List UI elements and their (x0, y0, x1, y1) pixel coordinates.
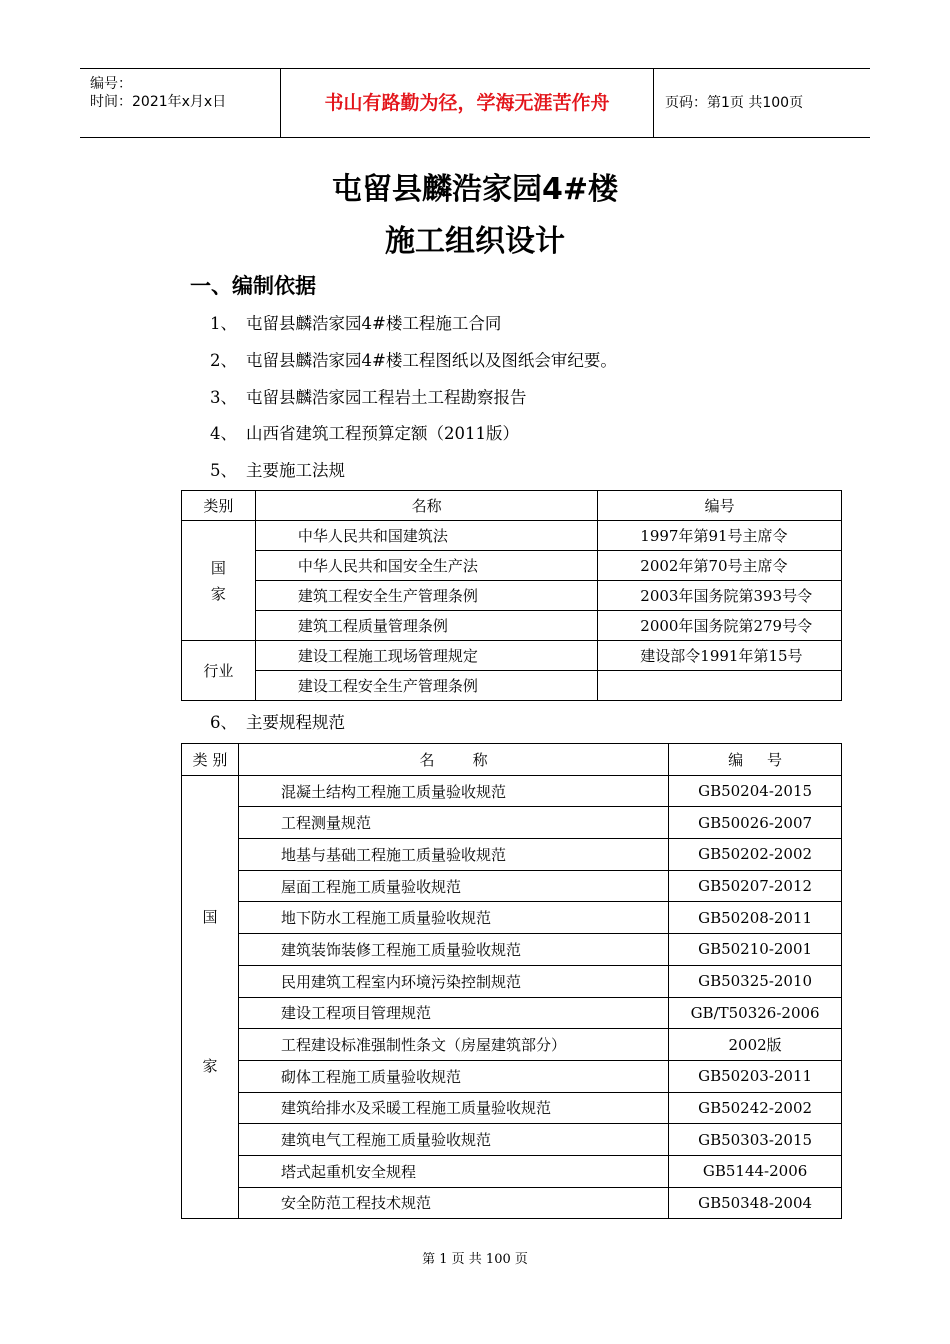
standards-table (181, 743, 842, 1219)
standard-name: 民用建筑工程室内环境污染控制规范 (238, 965, 668, 997)
table-row (182, 775, 842, 807)
standard-name: 地下防水工程施工质量验收规范 (238, 902, 668, 934)
list-item (210, 384, 527, 408)
standard-name: 屋面工程施工质量验收规范 (238, 870, 668, 902)
table-row (182, 997, 842, 1029)
law-code: 2002年第70号主席令 (598, 551, 842, 581)
standard-name: 建设工程项目管理规范 (238, 997, 668, 1029)
law-code (598, 671, 842, 701)
list-item-number: 6、 (210, 713, 237, 732)
table-row (182, 807, 842, 839)
table-row (182, 934, 842, 966)
law-code: 1997年第91号主席令 (598, 521, 842, 551)
table-row (182, 1092, 842, 1124)
law-name: 建筑工程质量管理条例 (255, 611, 597, 641)
laws-table (181, 490, 842, 701)
table-row (182, 641, 842, 671)
standard-name: 建筑装饰装修工程施工质量验收规范 (238, 934, 668, 966)
standard-name: 安全防范工程技术规范 (238, 1187, 668, 1219)
column-header-category: 类别 (182, 491, 256, 521)
category-char: 国 (210, 558, 226, 577)
standard-name: 塔式起重机安全规程 (238, 1155, 668, 1187)
law-name: 中华人民共和国建筑法 (255, 521, 597, 551)
list-item-text: 屯留县麟浩家园4#楼工程施工合同 (246, 314, 502, 333)
standard-name: 工程测量规范 (238, 807, 668, 839)
table-row (182, 902, 842, 934)
standard-name: 工程建设标准强制性条文（房屋建筑部分） (238, 1029, 668, 1061)
section-heading: 一、编制依据 (190, 274, 316, 298)
table-row (182, 1187, 842, 1219)
header-meta-cell (80, 69, 281, 137)
list-item-number: 1、 (210, 314, 237, 333)
list-item-text: 屯留县麟浩家园工程岩土工程勘察报告 (246, 388, 527, 407)
table-header-row (182, 744, 842, 776)
list-item (210, 420, 519, 444)
standard-code: GB50242-2002 (669, 1092, 842, 1124)
category-char: 家 (202, 1056, 218, 1075)
table-row (182, 1060, 842, 1092)
standard-code: GB50202-2002 (669, 839, 842, 871)
list-item-text: 主要施工法规 (246, 461, 345, 480)
list-item-text: 主要规程规范 (246, 713, 345, 732)
list-item-number: 5、 (210, 461, 237, 480)
standard-code: GB50303-2015 (669, 1124, 842, 1156)
category-cell-industry: 行业 (182, 641, 256, 701)
list-item-text: 屯留县麟浩家园4#楼工程图纸以及图纸会审纪要。 (246, 351, 617, 370)
list-item (210, 457, 345, 481)
page-header (80, 68, 870, 138)
serial-label: 编号： (90, 76, 132, 92)
law-name: 建设工程安全生产管理条例 (255, 671, 597, 701)
table-row (182, 839, 842, 871)
standard-code: GB5144-2006 (669, 1155, 842, 1187)
table-row (182, 1029, 842, 1061)
standard-code: GB50204-2015 (669, 775, 842, 807)
standard-name: 混凝土结构工程施工质量验收规范 (238, 775, 668, 807)
list-item (210, 310, 501, 334)
table-row (182, 870, 842, 902)
law-name: 中华人民共和国安全生产法 (255, 551, 597, 581)
column-header-code: 编号 (598, 491, 842, 521)
standard-code: GB50348-2004 (669, 1187, 842, 1219)
category-char: 国 (202, 907, 218, 926)
category-cell-national (182, 775, 239, 1219)
table-row (182, 551, 842, 581)
list-item-number: 4、 (210, 424, 237, 443)
list-item-number: 3、 (210, 388, 237, 407)
standard-name: 砌体工程施工质量验收规范 (238, 1060, 668, 1092)
standard-code: GB50325-2010 (669, 965, 842, 997)
document-subtitle: 施工组织设计 (385, 224, 565, 259)
category-cell-national (182, 521, 256, 641)
standard-code: GB/T50326-2006 (669, 997, 842, 1029)
table-row (182, 581, 842, 611)
document-title: 屯留县麟浩家园4#楼 (331, 172, 618, 207)
date-label: 时间：2021年x月x日 (90, 94, 227, 110)
standard-code: GB50210-2001 (669, 934, 842, 966)
table-row (182, 965, 842, 997)
table-header-row (182, 491, 842, 521)
table-row (182, 1155, 842, 1187)
table-row (182, 1124, 842, 1156)
law-code: 2000年国务院第279号令 (598, 611, 842, 641)
column-header-code: 编 号 (669, 744, 842, 776)
standard-code: GB50208-2011 (669, 902, 842, 934)
header-motto: 书山有路勤为径，学海无涯苦作舟 (281, 69, 654, 137)
list-item (210, 709, 345, 733)
column-header-name: 名 称 (238, 744, 668, 776)
table-row (182, 521, 842, 551)
law-code: 2003年国务院第393号令 (598, 581, 842, 611)
standard-code: GB50203-2011 (669, 1060, 842, 1092)
page-footer: 第 1 页 共 100 页 (422, 1252, 528, 1267)
column-header-name: 名称 (255, 491, 597, 521)
list-item (210, 347, 617, 371)
standard-code: GB50207-2012 (669, 870, 842, 902)
table-row (182, 671, 842, 701)
law-name: 建筑工程安全生产管理条例 (255, 581, 597, 611)
category-char: 家 (210, 584, 226, 603)
header-page-info: 页码：第1页 共100页 (665, 95, 804, 111)
list-item-text: 山西省建筑工程预算定额（2011版） (246, 424, 519, 443)
law-name: 建设工程施工现场管理规定 (255, 641, 597, 671)
standard-code: 2002版 (669, 1029, 842, 1061)
list-item-number: 2、 (210, 351, 237, 370)
standard-name: 建筑电气工程施工质量验收规范 (238, 1124, 668, 1156)
table-row (182, 611, 842, 641)
column-header-category: 类 别 (182, 744, 239, 776)
standard-name: 地基与基础工程施工质量验收规范 (238, 839, 668, 871)
standard-code: GB50026-2007 (669, 807, 842, 839)
standard-name: 建筑给排水及采暖工程施工质量验收规范 (238, 1092, 668, 1124)
law-code: 建设部令1991年第15号 (598, 641, 842, 671)
